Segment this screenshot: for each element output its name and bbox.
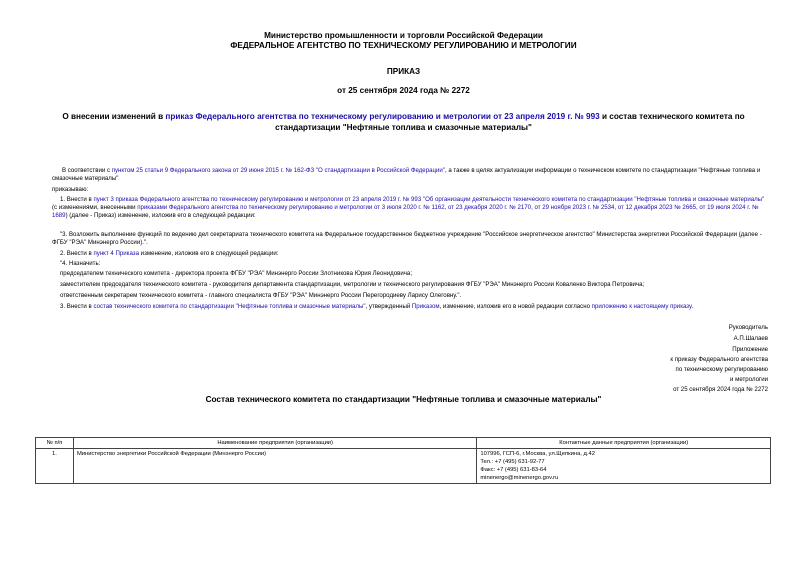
- composition-table: [35, 437, 771, 484]
- p3-text-c: ) (далее - Приказ) изменение, изложив его в следующей редакции:: [65, 212, 256, 219]
- appendix-line-5: от 25 сентября 2024 года № 2272: [673, 386, 768, 393]
- appendix-line-3: по техническому регулированию: [675, 366, 768, 373]
- p10-text-c: , изменение, изложив его в новой редакции согласно: [439, 303, 592, 310]
- paragraph-appoint: "4. Назначить:: [60, 260, 101, 267]
- paragraph-preamble: [52, 167, 770, 183]
- p10-text-d: .: [691, 303, 694, 310]
- p5-text-b: изменение, изложив его в следующей редакции:: [138, 250, 279, 257]
- appendix-label: Приложение: [732, 346, 768, 353]
- p3-text-a: 1. Внести в: [60, 196, 94, 203]
- order-date: от 25 сентября 2024 года № 2272: [337, 86, 470, 95]
- row-contacts: [477, 449, 771, 484]
- appendix-line-4: и метрологии: [730, 376, 768, 383]
- paragraph-secretary: ответственным секретарем технического комитета - главного специалиста ФГБУ "РЭА" Минэнерго России Перегородиеву Ларису Олеговну.".: [60, 292, 462, 299]
- header-number: № п/п: [36, 438, 74, 449]
- composition-link[interactable]: состав технического комитета по стандартизации "Нефтяные топлива и смазочные материалы": [93, 303, 366, 310]
- p3-text-b: (с изменениями, внесенными: [52, 204, 138, 211]
- row-organization: Министерство энергетики Российской Федерации (Минэнерго России): [73, 449, 476, 484]
- p1-text-a: В соответствии с: [62, 167, 112, 174]
- paragraph-deputy: заместителем председателя технического комитета - руководителя департамента стандартизации, метрологии и технического регулирования ФГБУ "РЭА" Минэнерго России Коваленко Виктора Петровича;: [60, 281, 645, 288]
- p1-text-b: , а также в целях актуализации информации о техническом комитете по стандартизации "Нефтяные топлива и смазочные материалы": [52, 167, 761, 182]
- composition-title: Состав технического комитета по стандартизации "Нефтяные топлива и смазочные материалы": [205, 395, 602, 404]
- contact-email: minenergo@minenergo.gov.ru: [480, 475, 559, 481]
- appendix-link[interactable]: приложению к настоящему приказу: [591, 303, 692, 310]
- law-link[interactable]: пунктом 25 статьи 9 Федерального закона от 29 июня 2015 г. № 162-ФЗ "О стандартизации в Российской Федерации": [111, 167, 445, 174]
- table-row: [36, 449, 771, 484]
- ministry-name: Министерство промышленности и торговли Российской Федерации: [264, 31, 543, 40]
- title-suffix: и состав технического комитета по стандартизации "Нефтяные топлива и смазочные материалы": [275, 112, 745, 132]
- point-4-link[interactable]: пункт 4 Приказа: [93, 250, 139, 257]
- p10-text-a: 3. Внести в: [60, 303, 94, 310]
- paragraph-item-1: [52, 196, 770, 220]
- header-contacts: Контактные данные предприятия (организации): [477, 438, 771, 449]
- title-link[interactable]: приказ Федерального агентства по техническому регулированию и метрологии от 23 апреля 2019 г. № 993: [165, 112, 600, 121]
- p5-text-a: 2. Внести в: [60, 250, 94, 257]
- p10-text-b: , утвержденный: [365, 303, 412, 310]
- paragraph-chairman: председателем технического комитета - директора проекта ФГБУ "РЭА" Минэнерго России Злотникова Юрия Леонидовича;: [60, 270, 413, 277]
- contact-address: 107996, ГСП-6, г.Москва, ул.Щепкина, д.42: [480, 451, 595, 457]
- order-link[interactable]: Приказом: [411, 303, 440, 310]
- table-header-row: [36, 438, 771, 449]
- contact-phone: Тел.: +7 (495) 631-92-77: [480, 459, 545, 465]
- header-organization: Наименование предприятия (организации): [73, 438, 476, 449]
- document-title: [30, 111, 777, 133]
- signature-name: А.П.Шалаев: [733, 335, 768, 342]
- order-word: ПРИКАЗ: [386, 67, 421, 76]
- contact-fax: Факс: +7 (495) 631-83-64: [480, 467, 547, 473]
- agency-name: ФЕДЕРАЛЬНОЕ АГЕНТСТВО ПО ТЕХНИЧЕСКОМУ РЕГУЛИРОВАНИЮ И МЕТРОЛОГИИ: [230, 41, 577, 50]
- paragraph-item-2: [52, 250, 770, 258]
- paragraph-order: приказываю:: [52, 186, 89, 193]
- paragraph-item-3: [52, 303, 770, 311]
- amendments-link[interactable]: приказами Федерального агентства по техническому регулированию и метрологии от 3 июля 2020 г. № 1162, от 23 декабря 2020 г. № 2170, от 29 ноября 2023 г. № 2534, от 12 декабря 2023 № 2665, от 19 июля 2024 г. № 1689: [52, 204, 759, 219]
- signature-role: Руководитель: [728, 324, 768, 331]
- row-number: 1.: [36, 449, 74, 484]
- appendix-line-2: к приказу Федерального агентства: [670, 356, 768, 363]
- title-prefix: О внесении изменений в: [62, 112, 166, 121]
- order-993-link[interactable]: пункт 3 приказа Федерального агентства по техническому регулированию и метрологии от 23 апреля 2019 г. № 993 "Об организации деятельности технического комитета по стандартизации "Нефтяные топлива и смазочные материалы": [93, 196, 765, 203]
- paragraph-item-1-text: "3. Возложить выполнение функций по ведению дел секретариата технического комитета на Федеральное государственное бюджетное учреждение "Российское энергетическое агентство" Министерства энергетики Российской Федерации (далее - ФГБУ "РЭА" Минэнерго России).".: [52, 231, 762, 246]
